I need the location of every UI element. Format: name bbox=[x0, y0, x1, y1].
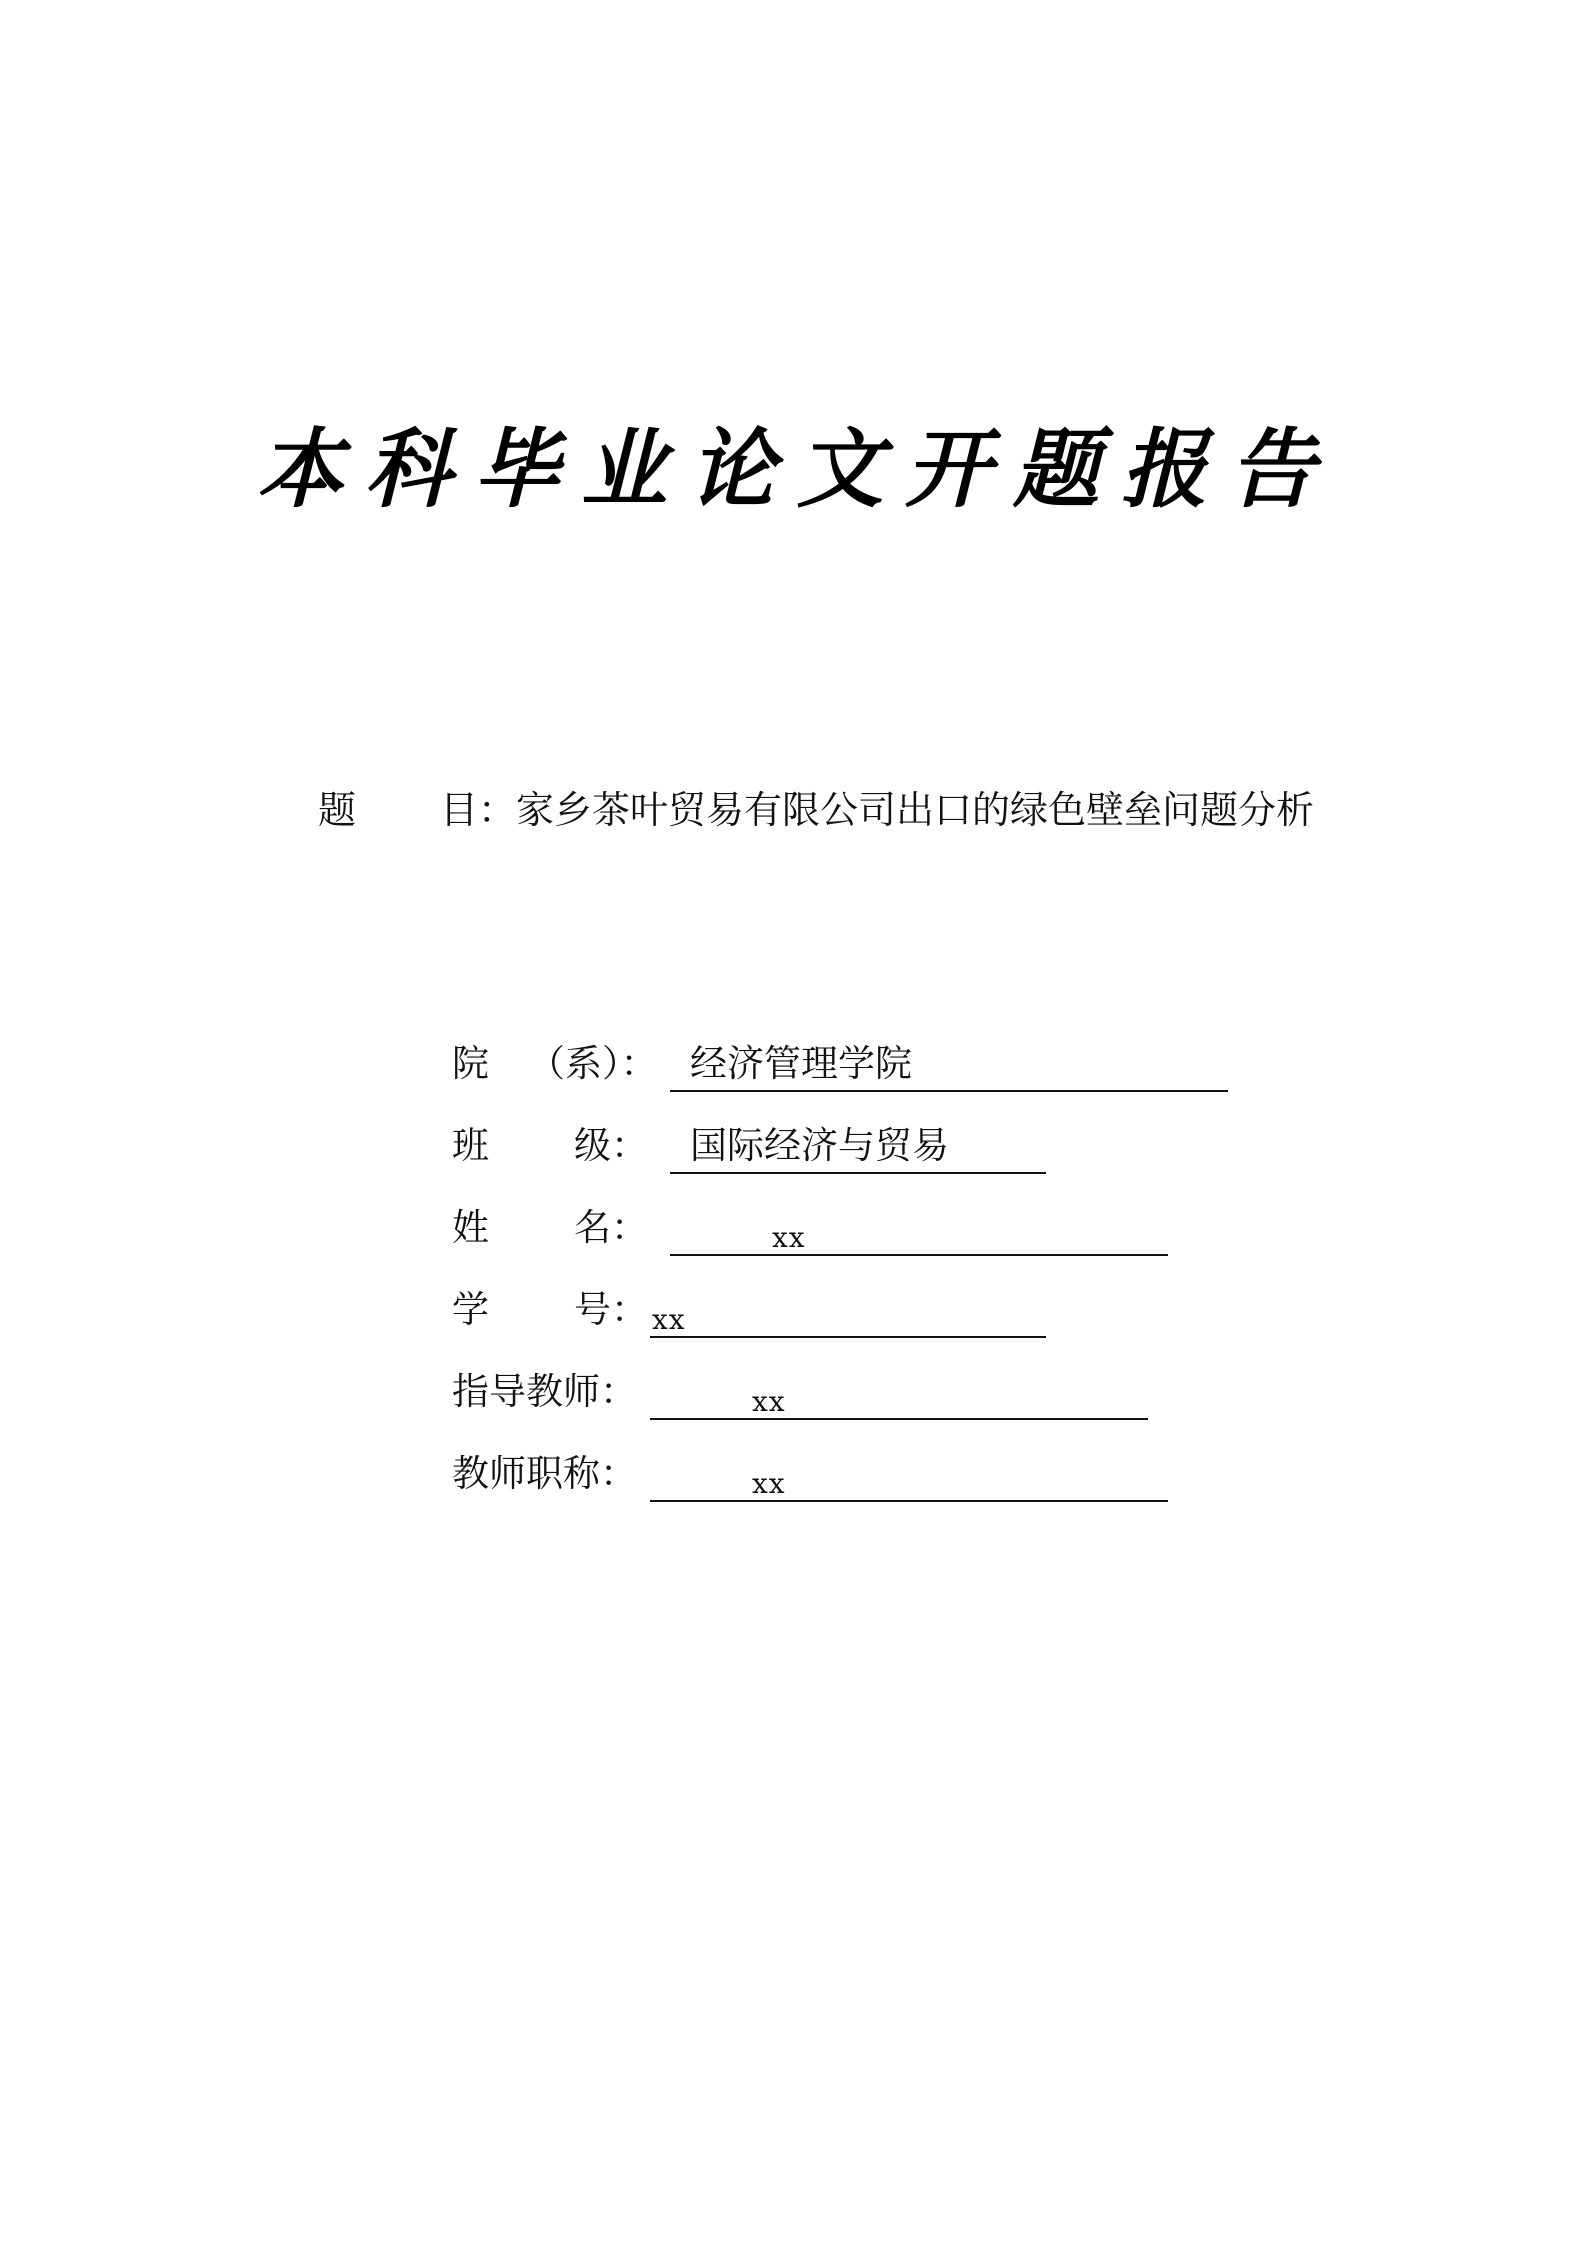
field-label: 教师职称： bbox=[452, 1452, 637, 1495]
advisor-title-value: xx bbox=[752, 1467, 786, 1500]
student-id-value: xx bbox=[652, 1303, 686, 1336]
name-value-line bbox=[670, 1200, 1168, 1256]
class-value-line bbox=[670, 1118, 1046, 1174]
topic-row bbox=[318, 782, 1314, 838]
field-label: 姓 名： bbox=[452, 1206, 648, 1249]
topic-value: 家乡茶叶贸易有限公司出口的绿色壁垒问题分析 bbox=[516, 788, 1315, 832]
field-label: 院 （系）： bbox=[452, 1042, 658, 1085]
topic-label-last: 目： bbox=[440, 788, 517, 832]
advisor-value-line bbox=[650, 1364, 1148, 1420]
report-title: 本科毕业论文开题报告 bbox=[257, 419, 1337, 520]
topic-label-first: 题 bbox=[318, 788, 357, 832]
class-value: 国际经济与贸易 bbox=[690, 1124, 949, 1167]
department-value-line bbox=[670, 1036, 1228, 1092]
advisor-title-value-line bbox=[650, 1446, 1168, 1502]
name-value: xx bbox=[772, 1221, 806, 1254]
student-id-value-line bbox=[650, 1282, 1046, 1338]
advisor-value: xx bbox=[752, 1385, 786, 1418]
field-label: 学 号： bbox=[452, 1288, 648, 1331]
department-value: 经济管理学院 bbox=[690, 1042, 912, 1085]
field-label: 班 级： bbox=[452, 1124, 648, 1167]
field-label: 指导教师： bbox=[452, 1370, 637, 1413]
